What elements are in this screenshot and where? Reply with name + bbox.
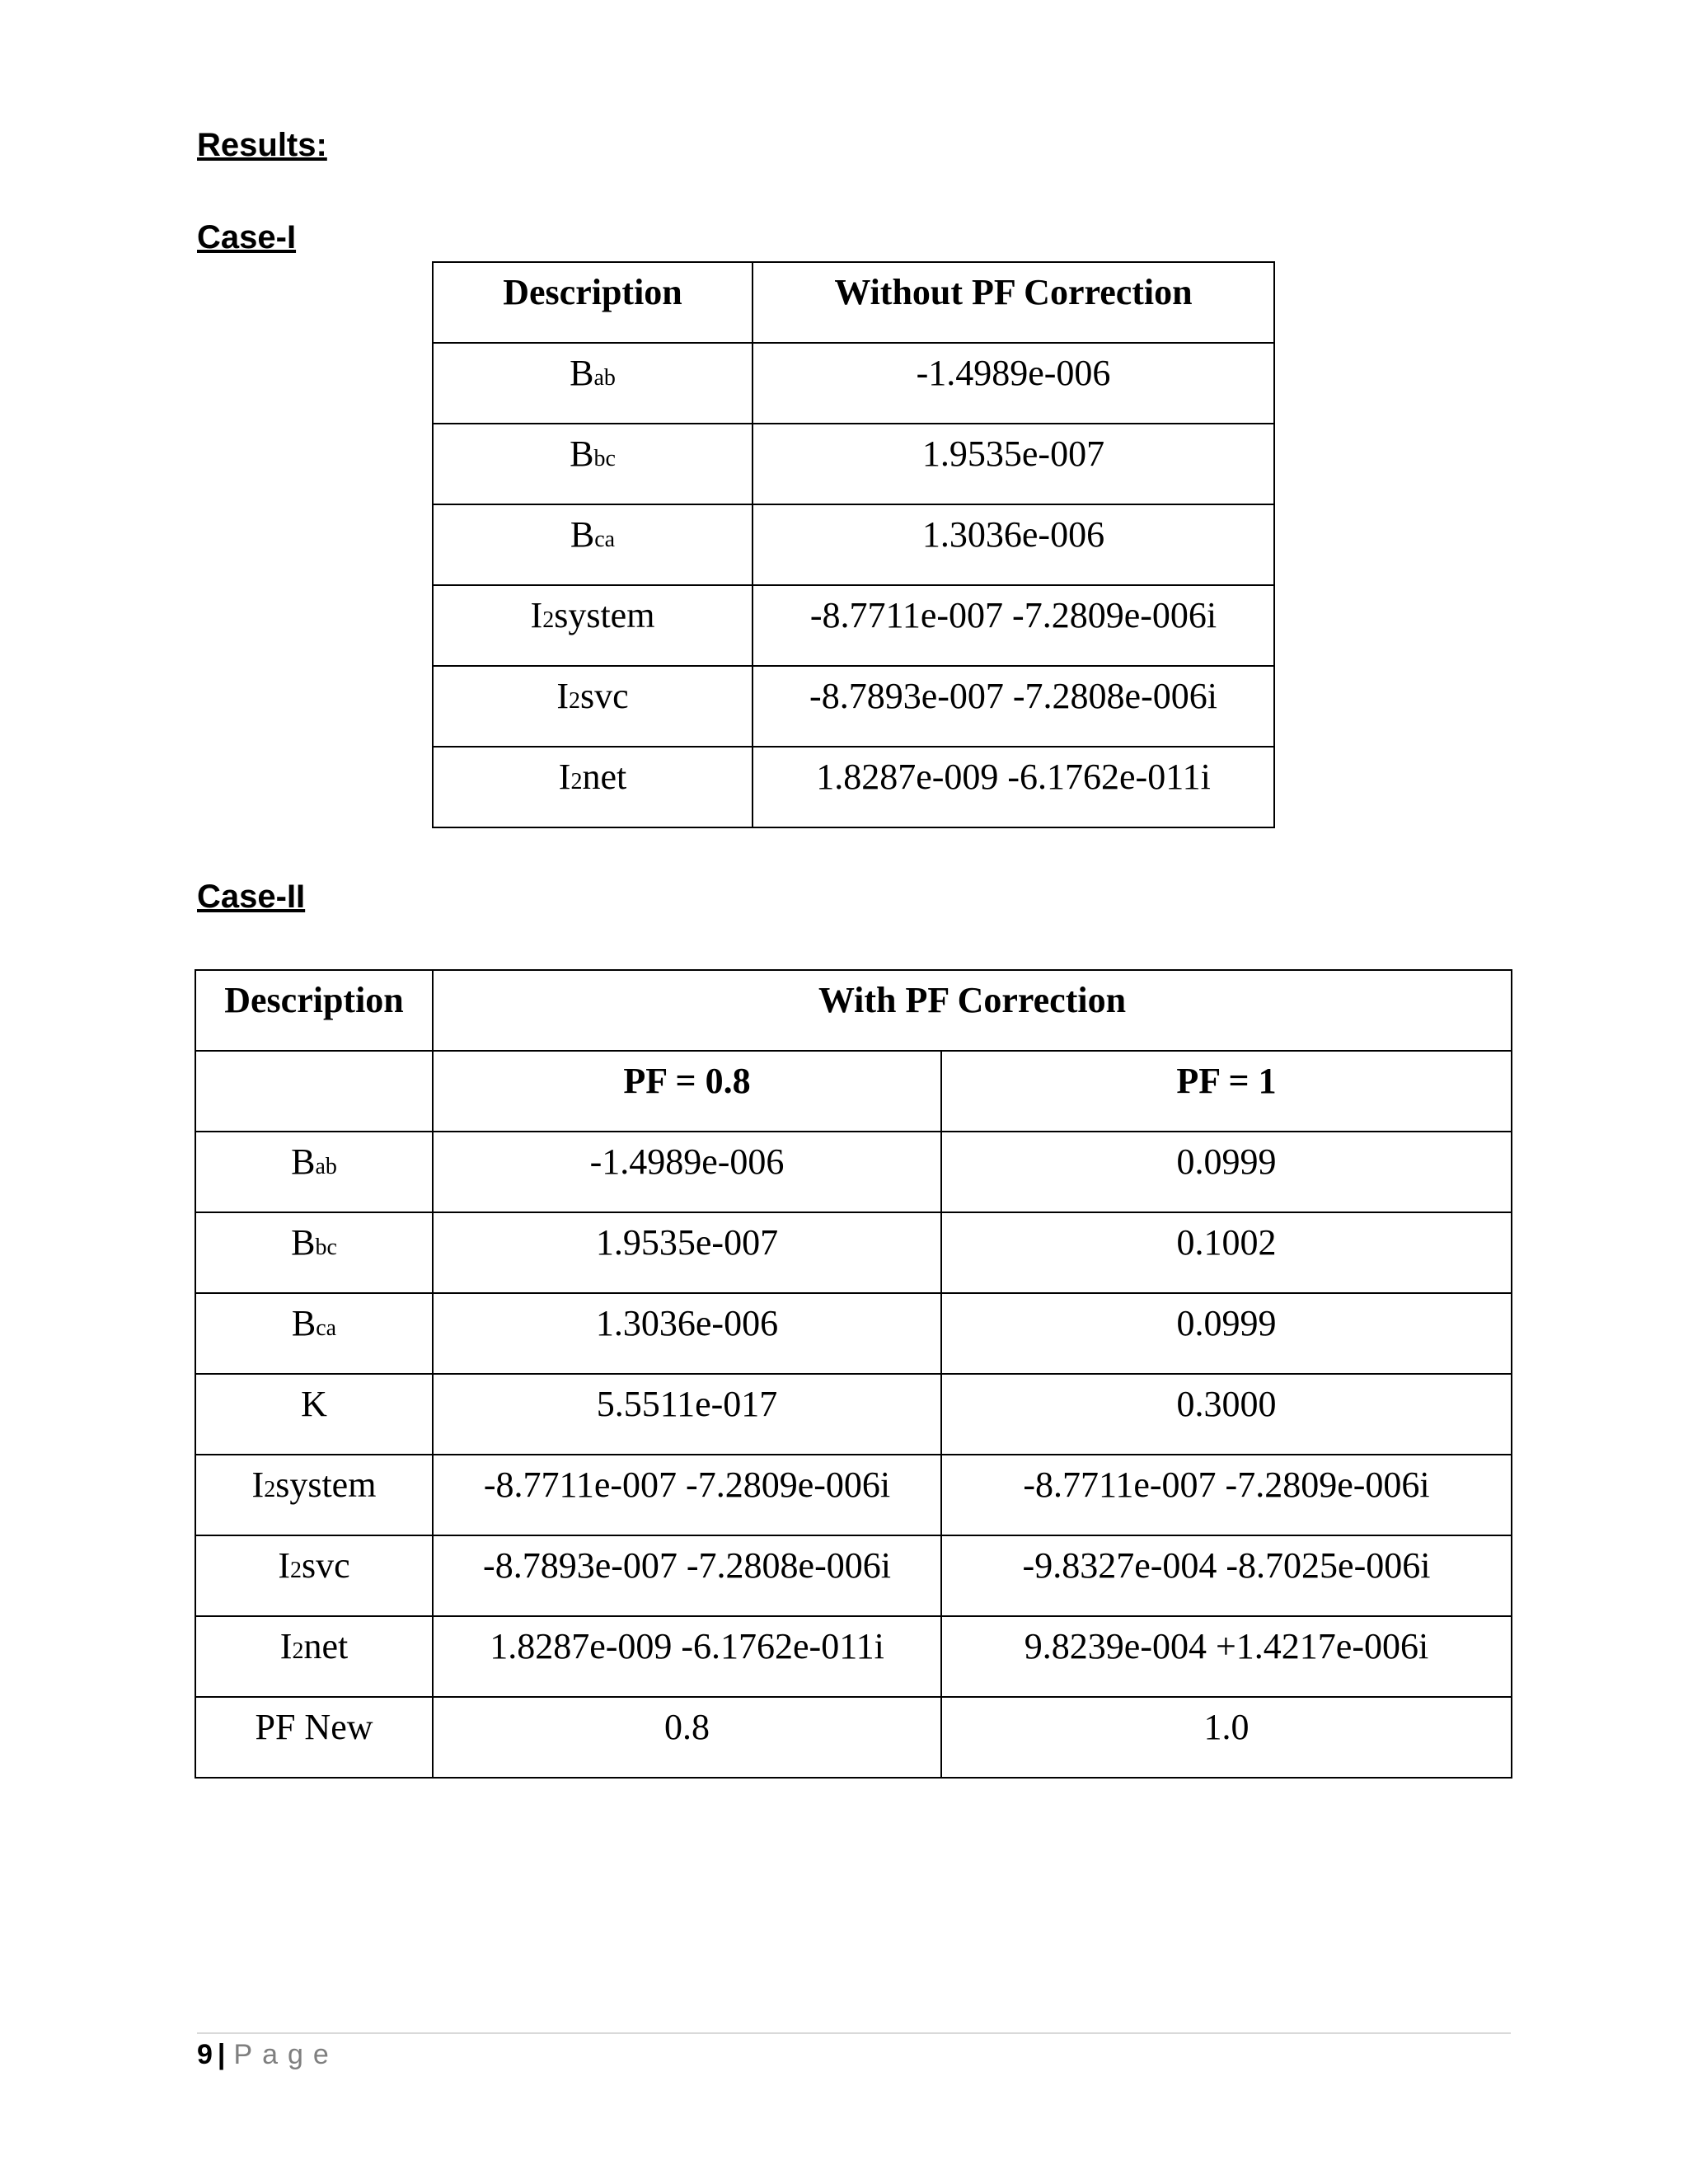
table-row <box>433 343 1274 424</box>
row-value-pf-0-8: 0.8 <box>433 1697 941 1778</box>
row-value: -1.4989e-006 <box>753 343 1274 424</box>
row-value-pf-1: 0.0999 <box>941 1293 1512 1374</box>
row-value-pf-0-8: 1.3036e-006 <box>433 1293 941 1374</box>
subheader-pf-1: PF = 1 <box>941 1051 1512 1132</box>
row-value-pf-1: 1.0 <box>941 1697 1512 1778</box>
row-label: PF New <box>195 1697 433 1778</box>
row-value: 1.9535e-007 <box>753 424 1274 504</box>
row-label: Bbc <box>195 1212 433 1293</box>
table-row <box>433 424 1274 504</box>
table-row <box>195 1374 1512 1455</box>
table-row <box>195 1212 1512 1293</box>
case-1-heading: Case-I <box>197 219 297 255</box>
table-subheader-row <box>195 1051 1512 1132</box>
footer-separator: | <box>217 2039 226 2070</box>
row-label: I2svc <box>433 666 753 747</box>
row-value-pf-0-8: -8.7893e-007 -7.2808e-006i <box>433 1535 941 1616</box>
case-2-heading: Case-II <box>197 879 306 915</box>
row-value-pf-0-8: -1.4989e-006 <box>433 1132 941 1212</box>
case-2-table <box>195 969 1512 1779</box>
table-header-row <box>433 262 1274 343</box>
table-row <box>433 585 1274 666</box>
row-label: I2svc <box>195 1535 433 1616</box>
row-value: -8.7711e-007 -7.2809e-006i <box>753 585 1274 666</box>
table-row <box>433 666 1274 747</box>
row-label: Bca <box>433 504 753 585</box>
row-value: 1.3036e-006 <box>753 504 1274 585</box>
row-value-pf-1: 0.1002 <box>941 1212 1512 1293</box>
row-value-pf-0-8: 1.9535e-007 <box>433 1212 941 1293</box>
table-row <box>195 1697 1512 1778</box>
subheader-pf-0-8: PF = 0.8 <box>433 1051 941 1132</box>
row-label: I2net <box>195 1616 433 1697</box>
table-row <box>433 504 1274 585</box>
row-label: K <box>195 1374 433 1455</box>
row-value-pf-0-8: 5.5511e-017 <box>433 1374 941 1455</box>
row-label: I2net <box>433 747 753 827</box>
page-footer <box>197 2038 339 2071</box>
case-1-table <box>432 261 1275 828</box>
table-row <box>195 1293 1512 1374</box>
row-value-pf-1: -9.8327e-004 -8.7025e-006i <box>941 1535 1512 1616</box>
row-label: Bca <box>195 1293 433 1374</box>
page-label: Page <box>233 2039 339 2070</box>
table-row <box>433 747 1274 827</box>
header-description: Description <box>195 970 433 1051</box>
row-label: Bab <box>195 1132 433 1212</box>
table-header-row <box>195 970 1512 1051</box>
table-row <box>195 1616 1512 1697</box>
row-label: I2system <box>433 585 753 666</box>
row-label: Bab <box>433 343 753 424</box>
row-value-pf-0-8: 1.8287e-009 -6.1762e-011i <box>433 1616 941 1697</box>
page-number: 9 <box>197 2039 213 2070</box>
results-heading: Results: <box>197 127 327 163</box>
header-with-pf-correction: With PF Correction <box>433 970 1512 1051</box>
row-label: Bbc <box>433 424 753 504</box>
row-label: I2system <box>195 1455 433 1535</box>
table-row <box>195 1132 1512 1212</box>
header-description: Description <box>433 262 753 343</box>
row-value: -8.7893e-007 -7.2808e-006i <box>753 666 1274 747</box>
row-value-pf-1: 9.8239e-004 +1.4217e-006i <box>941 1616 1512 1697</box>
row-value-pf-1: 0.3000 <box>941 1374 1512 1455</box>
footer-divider <box>197 2032 1511 2034</box>
header-without-pf-correction: Without PF Correction <box>753 262 1274 343</box>
row-value: 1.8287e-009 -6.1762e-011i <box>753 747 1274 827</box>
table-row <box>195 1535 1512 1616</box>
row-value-pf-0-8: -8.7711e-007 -7.2809e-006i <box>433 1455 941 1535</box>
row-value-pf-1: 0.0999 <box>941 1132 1512 1212</box>
row-value-pf-1: -8.7711e-007 -7.2809e-006i <box>941 1455 1512 1535</box>
subheader-empty <box>195 1051 433 1132</box>
table-row <box>195 1455 1512 1535</box>
